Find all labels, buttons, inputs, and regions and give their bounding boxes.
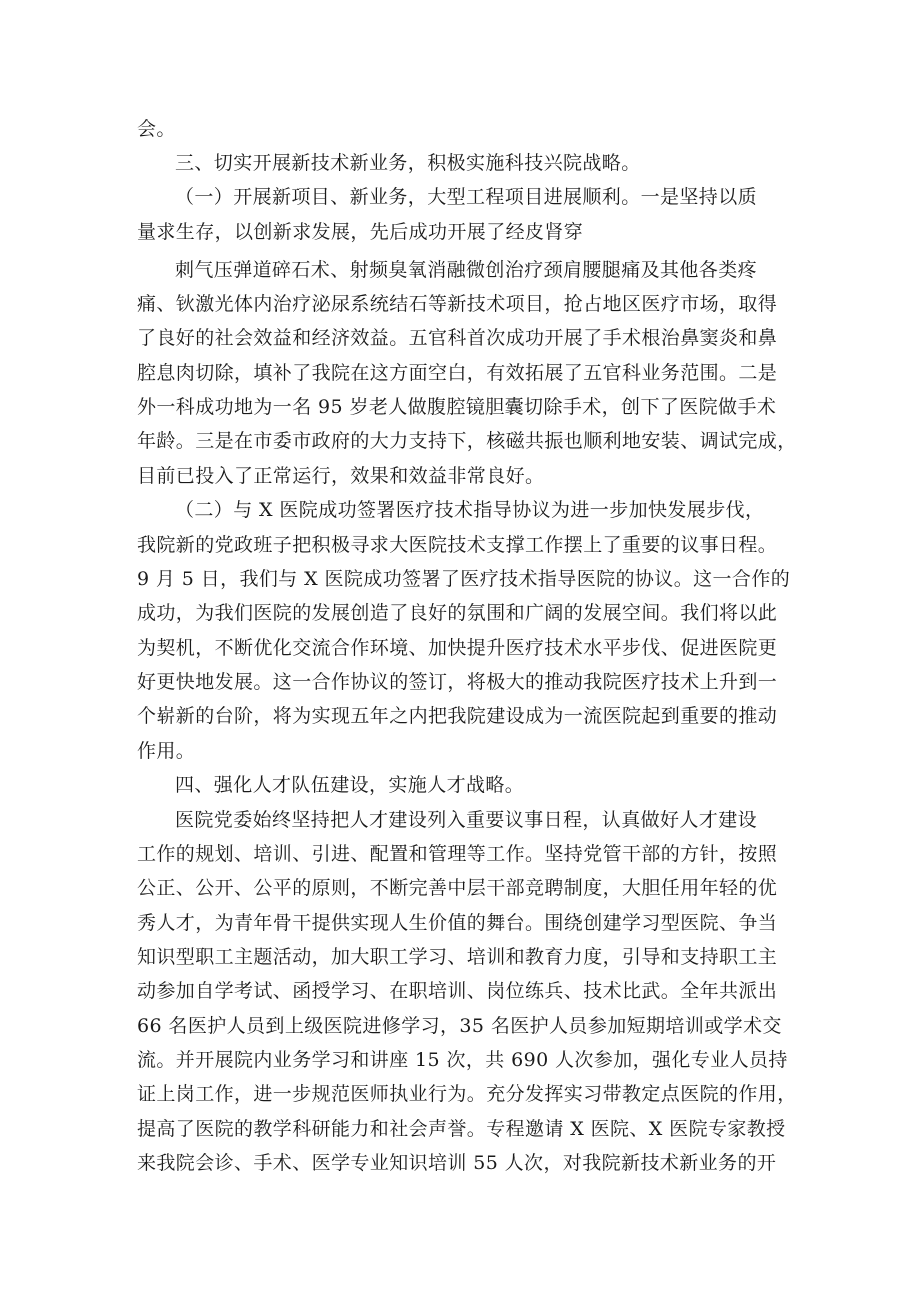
text-line: 成功，为我们医院的发展创造了良好的氛围和广阔的发展空间。我们将以此 [137,602,778,624]
text-line: 证上岗工作，进一步规范医师执业行为。充分发挥实习带教定点医院的作用， [137,1083,797,1105]
text-line: 公正、公开、公平的原则，不断完善中层干部竞聘制度，大胆任用年轻的优 [137,877,778,899]
text-line: 目前已投入了正常运行，效果和效益非常良好。 [137,465,545,487]
text-line: 66 名医护人员到上级医院进修学习，35 名医护人员参加短期培训或学术交 [137,1015,782,1037]
text-line: 量求生存，以创新求发展，先后成功开展了经皮肾穿 [137,221,584,243]
text-line: 医院党委始终坚持把人才建设列入重要议事日程，认真做好人才建设 [175,809,758,831]
text-line: 作用。 [137,740,196,762]
text-line: 个崭新的台阶，将为实现五年之内把我院建设成为一流医院起到重要的推动 [137,705,778,727]
text-line: 痛、钬激光体内治疗泌尿系统结石等新技术项目，抢占地区医疗市场，取得 [137,293,778,315]
text-line: 提高了医院的教学科研能力和社会声誉。专程邀请 X 医院、X 医院专家教授 [137,1118,786,1140]
text-line: 动参加自学考试、函授学习、在职培训、岗位练兵、技术比武。全年共派出 [137,980,778,1002]
text-line: 腔息肉切除，填补了我院在这方面空白，有效拓展了五官科业务范围。二是 [137,362,778,384]
section-heading: 三、切实开展新技术新业务，积极实施科技兴院战略。 [175,152,641,174]
section-heading: 四、强化人才队伍建设，实施人才战略。 [175,774,525,796]
text-line: 了良好的社会效益和经济效益。五官科首次成功开展了手术根治鼻窦炎和鼻 [137,327,778,349]
text-line: 刺气压弹道碎石术、射频臭氧消融微创治疗颈肩腰腿痛及其他各类疼 [175,259,758,281]
text-line: 好更快地发展。这一合作协议的签订，将极大的推动我院医疗技术上升到一 [137,671,778,693]
text-line: 为契机，不断优化交流合作环境、加快提升医疗技术水平步伐、促进医院更 [137,637,778,659]
text-line: 工作的规划、培训、引进、配置和管理等工作。坚持党管干部的方针，按照 [137,843,778,865]
text-line: 年龄。三是在市委市政府的大力支持下，核磁共振也顺利地安装、调试完成， [137,430,797,452]
text-line: 我院新的党政班子把积极寻求大医院技术支撑工作摆上了重要的议事日程。 [137,534,778,556]
text-line: 秀人才，为青年骨干提供实现人生价值的舞台。围绕创建学习型医院、争当 [137,912,778,934]
subsection-heading: （一）开展新项目、新业务，大型工程项目进展顺利。一是坚持以质 [175,186,758,208]
text-line: 9 月 5 日，我们与 X 医院成功签署了医疗技术指导医院的协议。这一合作的 [137,568,791,590]
text-line: 会。 [137,118,176,140]
text-line: 流。并开展院内业务学习和讲座 15 次，共 690 人次参加，强化专业人员持 [137,1049,788,1071]
text-line: 外一科成功地为一名 95 岁老人做腹腔镜胆囊切除手术，创下了医院做手术 [137,396,777,418]
text-line: 知识型职工主题活动，加大职工学习、培训和教育力度，引导和支持职工主 [137,946,778,968]
subsection-heading: （二）与 X 医院成功签署医疗技术指导协议为进一步加快发展步伐， [175,499,765,521]
text-line: 来我院会诊、手术、医学专业知识培训 55 人次，对我院新技术新业务的开 [137,1152,777,1174]
